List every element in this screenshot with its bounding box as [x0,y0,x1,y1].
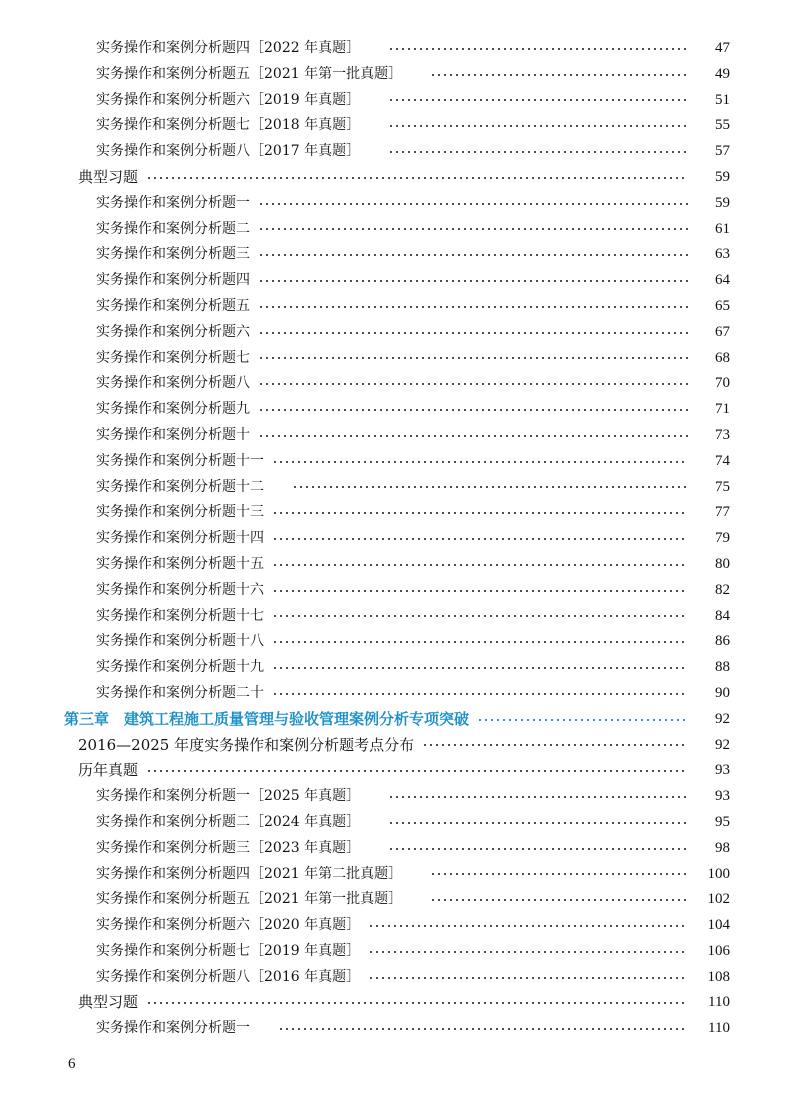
toc-entry-page: 92 [715,736,730,753]
toc-entry[interactable] [0,1016,790,1042]
dot-leader [388,848,688,850]
dot-leader [146,1002,688,1004]
toc-entry[interactable] [0,578,790,604]
toc-entry-page: 47 [715,40,730,56]
toc-entry-title: 实务操作和案例分析题十七 [96,607,264,624]
dot-leader [388,48,688,50]
toc-entry-title: 实务操作和案例分析题六［2019 年真题］ [96,91,361,108]
toc-entry[interactable] [0,268,790,294]
toc-entry-page: 55 [715,117,730,134]
toc-entry-title: 实务操作和案例分析题十九 [96,659,264,676]
toc-entry-page: 65 [715,297,730,314]
toc-entry-title: 实务操作和案例分析题四 [96,272,250,289]
toc-entry[interactable] [0,836,790,862]
toc-entry-page: 102 [707,891,730,908]
toc-entry-page: 95 [715,813,730,830]
page-number: 6 [68,1056,76,1072]
dot-leader [368,977,688,979]
dot-leader [258,254,688,256]
toc-entry-title: 历年真题 [78,761,139,780]
toc-entry-page: 82 [715,581,730,598]
toc-entry[interactable] [0,397,790,423]
dot-leader [272,615,688,617]
toc-entry[interactable] [0,217,790,243]
toc-entry-title: 实务操作和案例分析题八 [96,375,250,392]
toc-entry-title: 实务操作和案例分析题十 [96,426,250,443]
toc-entry-title: 实务操作和案例分析题九 [96,401,250,418]
toc-entry[interactable] [0,88,790,114]
toc-entry[interactable] [0,62,790,88]
toc-entry[interactable] [0,294,790,320]
toc-entry[interactable] [0,784,790,810]
toc-entry[interactable] [0,887,790,913]
toc-entry-title: 实务操作和案例分析题七［2018 年真题］ [96,117,361,134]
dot-leader [258,228,688,230]
dot-leader [272,461,688,463]
dot-leader [258,203,688,205]
toc-entry[interactable] [0,862,790,888]
toc-entry-page: 93 [715,762,730,779]
dot-leader [258,280,688,282]
toc-entry-title: 第三章 建筑工程施工质量管理与验收管理案例分析专项突破 [64,709,470,728]
toc-entry-page: 73 [715,426,730,443]
toc-entry[interactable] [0,629,790,655]
toc-entry-page: 74 [715,452,730,469]
toc-entry[interactable] [0,604,790,630]
toc-entry-title: 实务操作和案例分析题十五 [96,555,264,572]
toc-entry[interactable] [0,913,790,939]
toc-entry-page: 88 [715,659,730,676]
toc-entry-page: 79 [715,530,730,547]
dot-leader [477,719,688,721]
toc-entry-page: 68 [715,349,730,366]
toc-entry-title: 2016—2025 年度实务操作和案例分析题考点分布 [78,735,415,754]
toc-section-entry[interactable] [0,990,790,1016]
dot-leader [278,1028,688,1030]
toc-entry-page: 104 [707,917,730,934]
toc-entry-title: 实务操作和案例分析题五 [96,297,250,314]
dot-leader [388,151,688,153]
toc-entry-title: 实务操作和案例分析题四［2022 年真题］ [96,40,361,56]
dot-leader [258,383,688,385]
toc-entry-title: 实务操作和案例分析题三 [96,246,250,263]
toc-entry-title: 实务操作和案例分析题六［2020 年真题］ [96,917,361,934]
toc-entry[interactable] [0,191,790,217]
toc-entry-page: 98 [715,839,730,856]
toc-entry-page: 64 [715,272,730,289]
toc-section-entry[interactable] [0,733,790,759]
toc-entry[interactable] [0,500,790,526]
toc-entry-page: 59 [715,168,730,185]
toc-entry-title: 实务操作和案例分析题七 [96,349,250,366]
dot-leader [430,899,688,901]
toc-entry-page: 108 [707,968,730,985]
dot-leader [258,357,688,359]
toc-entry[interactable] [0,449,790,475]
toc-entry-title: 实务操作和案例分析题十六 [96,581,264,598]
toc-entry-title: 实务操作和案例分析题二 [96,220,250,237]
toc-entry-title: 实务操作和案例分析题十八 [96,633,264,650]
dot-leader [272,512,688,514]
toc-entry-page: 61 [715,220,730,237]
toc-entry[interactable] [0,113,790,139]
dot-leader [368,951,688,953]
toc-entry-title: 实务操作和案例分析题五［2021 年第一批真题］ [96,65,403,82]
toc-entry-title: 典型习题 [78,993,139,1012]
dot-leader [388,125,688,127]
toc-entry[interactable] [0,242,790,268]
toc-entry-page: 110 [708,1020,730,1037]
toc-entry[interactable] [0,371,790,397]
toc-entry[interactable] [0,681,790,707]
toc-entry-page: 71 [715,401,730,418]
toc-entry-page: 93 [715,788,730,805]
toc-entry-title: 典型习题 [78,167,139,186]
dot-leader [272,667,688,669]
dot-leader [430,873,688,875]
dot-leader [272,538,688,540]
toc-entry-page: 75 [715,478,730,495]
table-of-contents [0,36,790,1042]
dot-leader [272,693,688,695]
toc-entry-page: 100 [707,865,730,882]
toc-entry-page: 49 [715,65,730,82]
dot-leader [146,177,688,179]
toc-entry-title: 实务操作和案例分析题一 [96,194,250,211]
dot-leader [388,99,688,101]
toc-entry[interactable] [0,810,790,836]
toc-entry[interactable] [0,526,790,552]
toc-entry-title: 实务操作和案例分析题三［2023 年真题］ [96,839,361,856]
dot-leader [258,332,688,334]
dot-leader [258,435,688,437]
toc-section-entry[interactable] [0,758,790,784]
toc-entry-page: 51 [715,91,730,108]
toc-entry-title: 实务操作和案例分析题八［2016 年真题］ [96,968,361,985]
toc-entry-page: 110 [708,994,730,1011]
dot-leader [258,306,688,308]
toc-entry-page: 84 [715,607,730,624]
toc-entry[interactable] [0,346,790,372]
toc-entry-title: 实务操作和案例分析题十二 [96,478,264,495]
toc-entry-title: 实务操作和案例分析题二十 [96,684,264,701]
toc-entry[interactable] [0,320,790,346]
toc-chapter-entry[interactable] [0,707,790,733]
toc-entry-title: 实务操作和案例分析题八［2017 年真题］ [96,143,361,160]
toc-entry[interactable] [0,36,790,62]
toc-entry-page: 92 [715,710,730,727]
toc-entry[interactable] [0,939,790,965]
toc-entry[interactable] [0,139,790,165]
dot-leader [430,74,688,76]
dot-leader [272,564,688,566]
toc-entry-page: 63 [715,246,730,263]
toc-entry-title: 实务操作和案例分析题二［2024 年真题］ [96,813,361,830]
toc-entry-page: 59 [715,194,730,211]
toc-entry-page: 90 [715,684,730,701]
toc-entry-page: 77 [715,504,730,521]
toc-entry[interactable] [0,965,790,991]
dot-leader [368,925,688,927]
dot-leader [258,409,688,411]
toc-entry-title: 实务操作和案例分析题十一 [96,452,264,469]
toc-entry-title: 实务操作和案例分析题一 [96,1020,250,1037]
toc-entry-title: 实务操作和案例分析题一［2025 年真题］ [96,788,361,805]
dot-leader [272,590,688,592]
toc-entry-page: 70 [715,375,730,392]
toc-entry-page: 57 [715,143,730,160]
dot-leader [422,744,688,746]
toc-entry-page: 80 [715,555,730,572]
toc-entry-page: 86 [715,633,730,650]
dot-leader [388,796,688,798]
toc-entry[interactable] [0,423,790,449]
toc-entry-title: 实务操作和案例分析题四［2021 年第二批真题］ [96,865,403,882]
dot-leader [292,486,688,488]
toc-entry-page: 106 [707,942,730,959]
toc-entry-title: 实务操作和案例分析题七［2019 年真题］ [96,942,361,959]
toc-entry-page: 67 [715,323,730,340]
toc-section-entry[interactable] [0,165,790,191]
toc-entry-title: 实务操作和案例分析题六 [96,323,250,340]
toc-entry[interactable] [0,552,790,578]
dot-leader [146,770,688,772]
toc-entry[interactable] [0,475,790,501]
toc-entry-title: 实务操作和案例分析题五［2021 年第一批真题］ [96,891,403,908]
toc-entry-title: 实务操作和案例分析题十三 [96,504,264,521]
toc-entry-title: 实务操作和案例分析题十四 [96,530,264,547]
dot-leader [388,822,688,824]
dot-leader [272,641,688,643]
toc-entry[interactable] [0,655,790,681]
